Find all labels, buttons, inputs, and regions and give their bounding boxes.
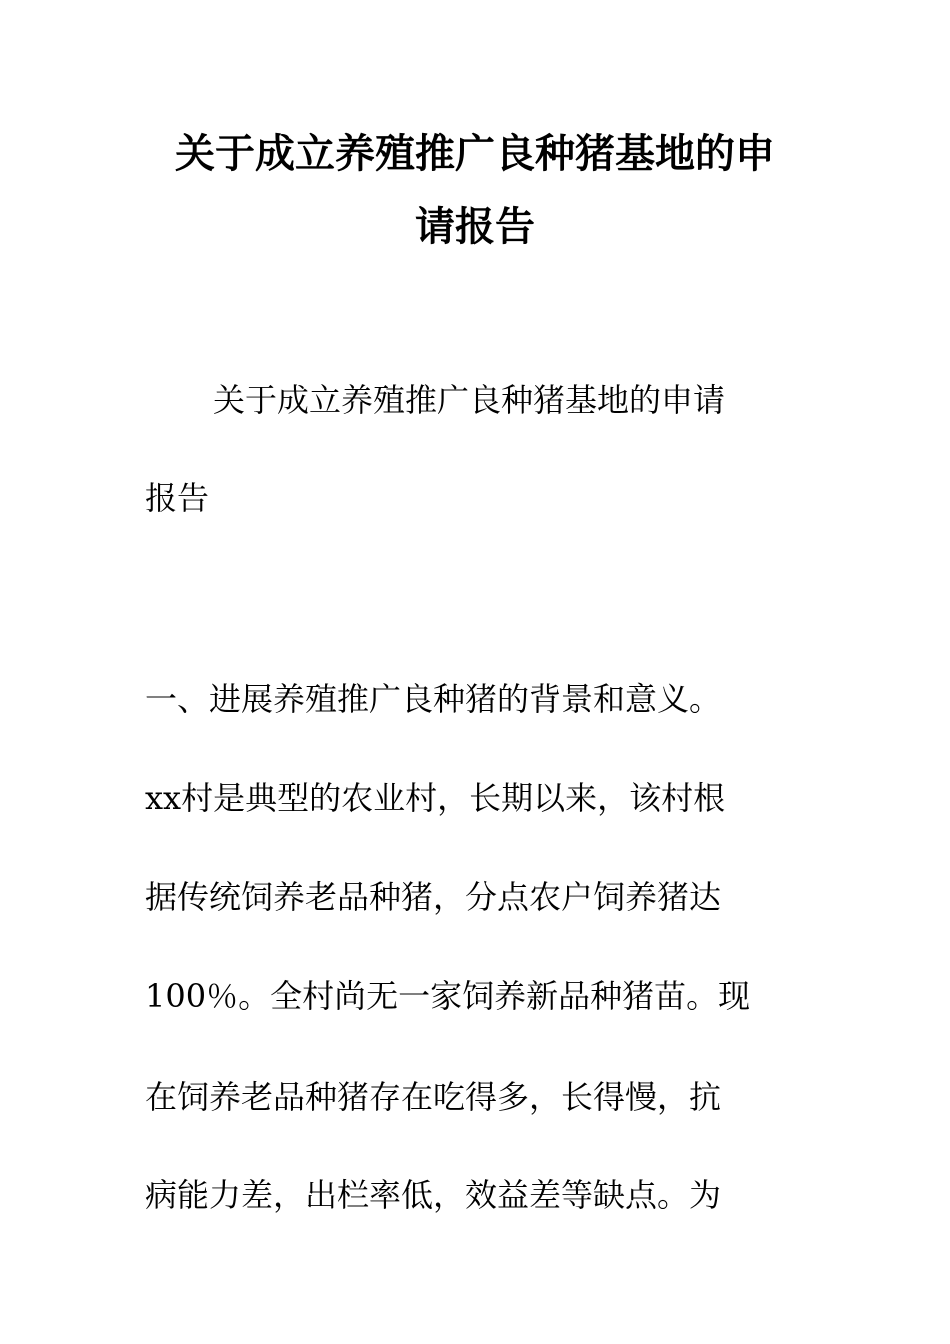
body-line-1: 关于成立养殖推广良种猪基地的申请	[213, 381, 726, 419]
body-line-2: 报告	[145, 479, 210, 517]
body-line-4: xx村是典型的农业村，长期以来，该村根	[145, 779, 726, 817]
body-line-8: 病能力差，出栏率低，效益差等缺点。为	[145, 1176, 722, 1214]
section-heading: 一、进展养殖推广良种猪的背景和意义。	[145, 680, 722, 718]
body-line-6: 100％。全村尚无一家饲养新品种猪苗。现	[145, 977, 751, 1015]
document-title-line-2: 请报告	[415, 203, 535, 250]
body-line-5: 据传统饲养老品种猪，分点农户饲养猪达	[145, 878, 722, 916]
document-title-line-1: 关于成立养殖推广良种猪基地的申	[175, 130, 775, 177]
body-line-7: 在饲养老品种猪存在吃得多，长得慢，抗	[145, 1078, 722, 1116]
